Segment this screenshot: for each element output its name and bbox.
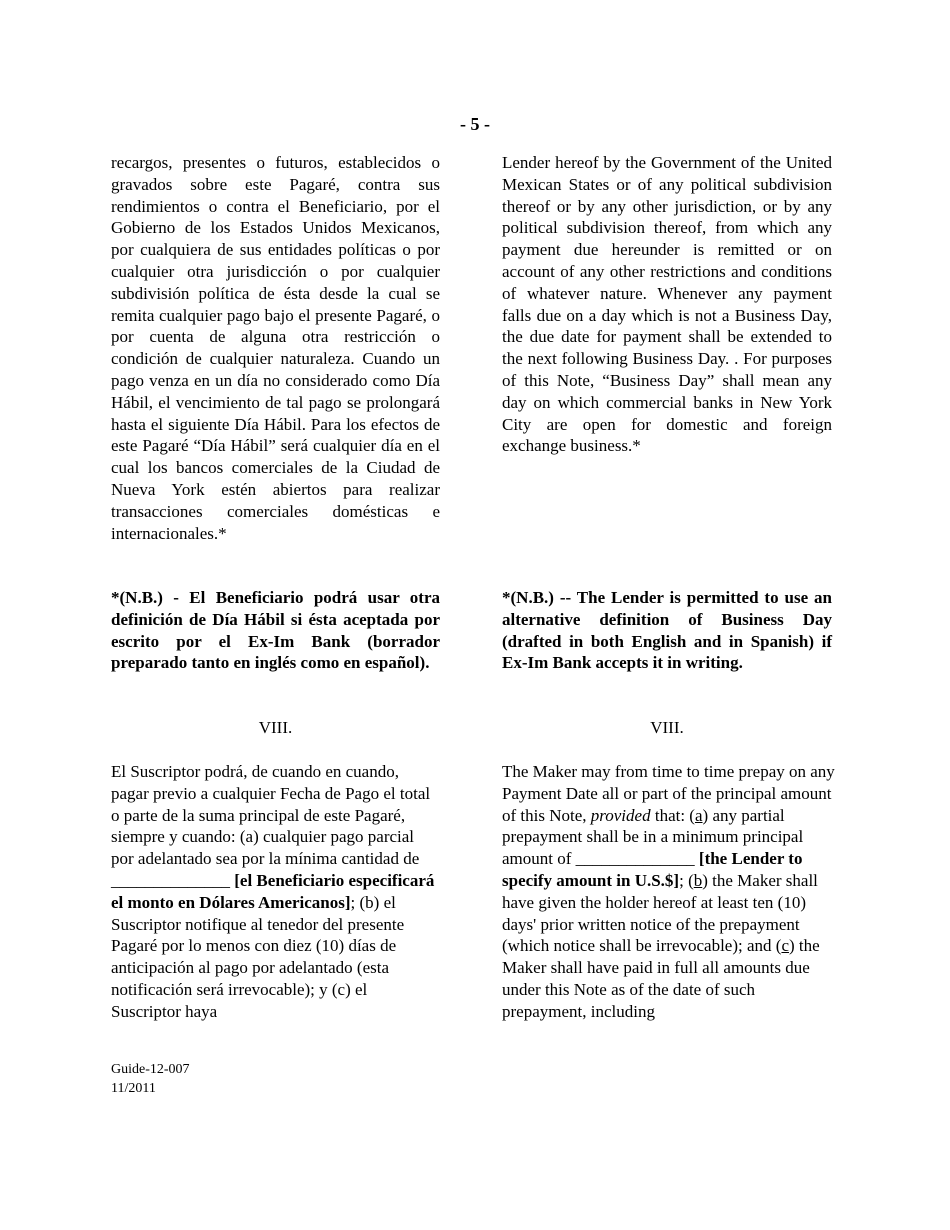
left-section-heading: VIII. xyxy=(258,718,293,737)
right-section-heading: VIII. xyxy=(650,718,684,737)
right-paragraph-1: Lender hereof by the Government of the United Mexican States or of any political subdivision thereof or by any other jurisdiction, or by any political subdivision thereof, from which any payment due hereunder is remitted or on account of any other restrictions and conditions of whatever nature. Whenever any payment falls due on a day which is not a Business Day, the due date for payment shall be extended to the next following Business Day. . For purposes of this Note, “Business Day” shall mean any day on which commercial banks in New York City are open for domestic and foreign exchange business.* xyxy=(502,153,832,456)
right-paragraph-2-text-c: ) any partial prepayment shall be in a minimum principal amount of ______________ xyxy=(502,805,804,869)
right-paragraph-2-text-d: ; ( xyxy=(679,870,694,890)
right-paragraph-2-text-e: ) the Maker shall have given the holder hereof at least ten (10) days' prior written notice of the prepayment (which notice shall be irrevocable); and ( xyxy=(502,870,818,956)
right-amount-placeholder: [the Lender to specify amount in U.S.$] xyxy=(502,849,803,890)
footer-guide-code: Guide-12-007 xyxy=(111,1062,190,1077)
left-paragraph-2-text-a: El Suscriptor podrá, de cuando en cuando, pagar previo a cualquier Fecha de Pago el total o parte de la suma principal de este Pagaré, siempre y cuando: (a) cualquier pago parcial por adelantado sea por la mínima cantidad de ______________ xyxy=(111,762,431,890)
right-paragraph-2 xyxy=(502,761,838,1023)
right-paragraph-2-text-a: The Maker may from time to time prepay on any Payment Date all or part of the principal amount of this Note, xyxy=(502,762,835,825)
right-paragraph-2-text-f: ) the Maker shall have paid in full all amounts due under this Note as of the date of such prepayment, including xyxy=(502,936,820,1021)
right-note: *(N.B.) -- The Lender is permitted to use an alternative definition of Business Day (drafted in both English and in Spanish) if Ex-Im Bank accepts it in writing. xyxy=(502,588,832,673)
page-number: - 5 - xyxy=(460,114,490,134)
right-provided: provided xyxy=(590,805,651,825)
left-paragraph-1: recargos, presentes o futuros, establecidos o gravados sobre este Pagaré, contra sus rendimientos o contra el Beneficiario, por el Gobierno de los Estados Unidos Mexicanos, por cualquiera de sus entidades políticas o por cualquier otra jurisdicción o por cualquier subdivisión política de ésta desde la cual se remita cualquier pago bajo el presente Pagaré, o por cuenta de alguna otra restricción o condición de cualquier naturaleza. Cuando un pago venza en un día no considerado como Día Hábil, el vencimiento de tal pago se prolongará hasta el siguiente Día Hábil. Para los efectos de este Pagaré “Día Hábil” será cualquier día en el cual los bancos comerciales de la Ciudad de Nueva York estén abiertos para realizar transacciones comerciales domésticas e internacionales.* xyxy=(111,153,440,543)
document-footer xyxy=(111,1060,190,1098)
right-letter-a: a xyxy=(694,805,703,825)
left-amount-placeholder: [el Beneficiario especificará el monto en Dólares Americanos] xyxy=(111,870,435,912)
left-paragraph-2-text-b: ; (b) el Suscriptor notifique al tenedor del presente Pagaré por lo menos con diez (10) días de anticipación al pago por adelantado (esta notificación será irrevocable); y (c) el Suscriptor haya xyxy=(111,892,405,1021)
right-paragraph-2-text-b: that: ( xyxy=(650,805,695,825)
right-letter-b: b xyxy=(693,870,703,890)
right-letter-c: c xyxy=(781,936,789,956)
left-note: *(N.B.) - El Beneficiario podrá usar otra definición de Día Hábil si ésta aceptada por escrito por el Ex-Im Bank (borrador preparado tanto en inglés como en español). xyxy=(111,588,440,673)
left-paragraph-2 xyxy=(111,761,440,1023)
footer-date: 11/2011 xyxy=(111,1081,156,1096)
